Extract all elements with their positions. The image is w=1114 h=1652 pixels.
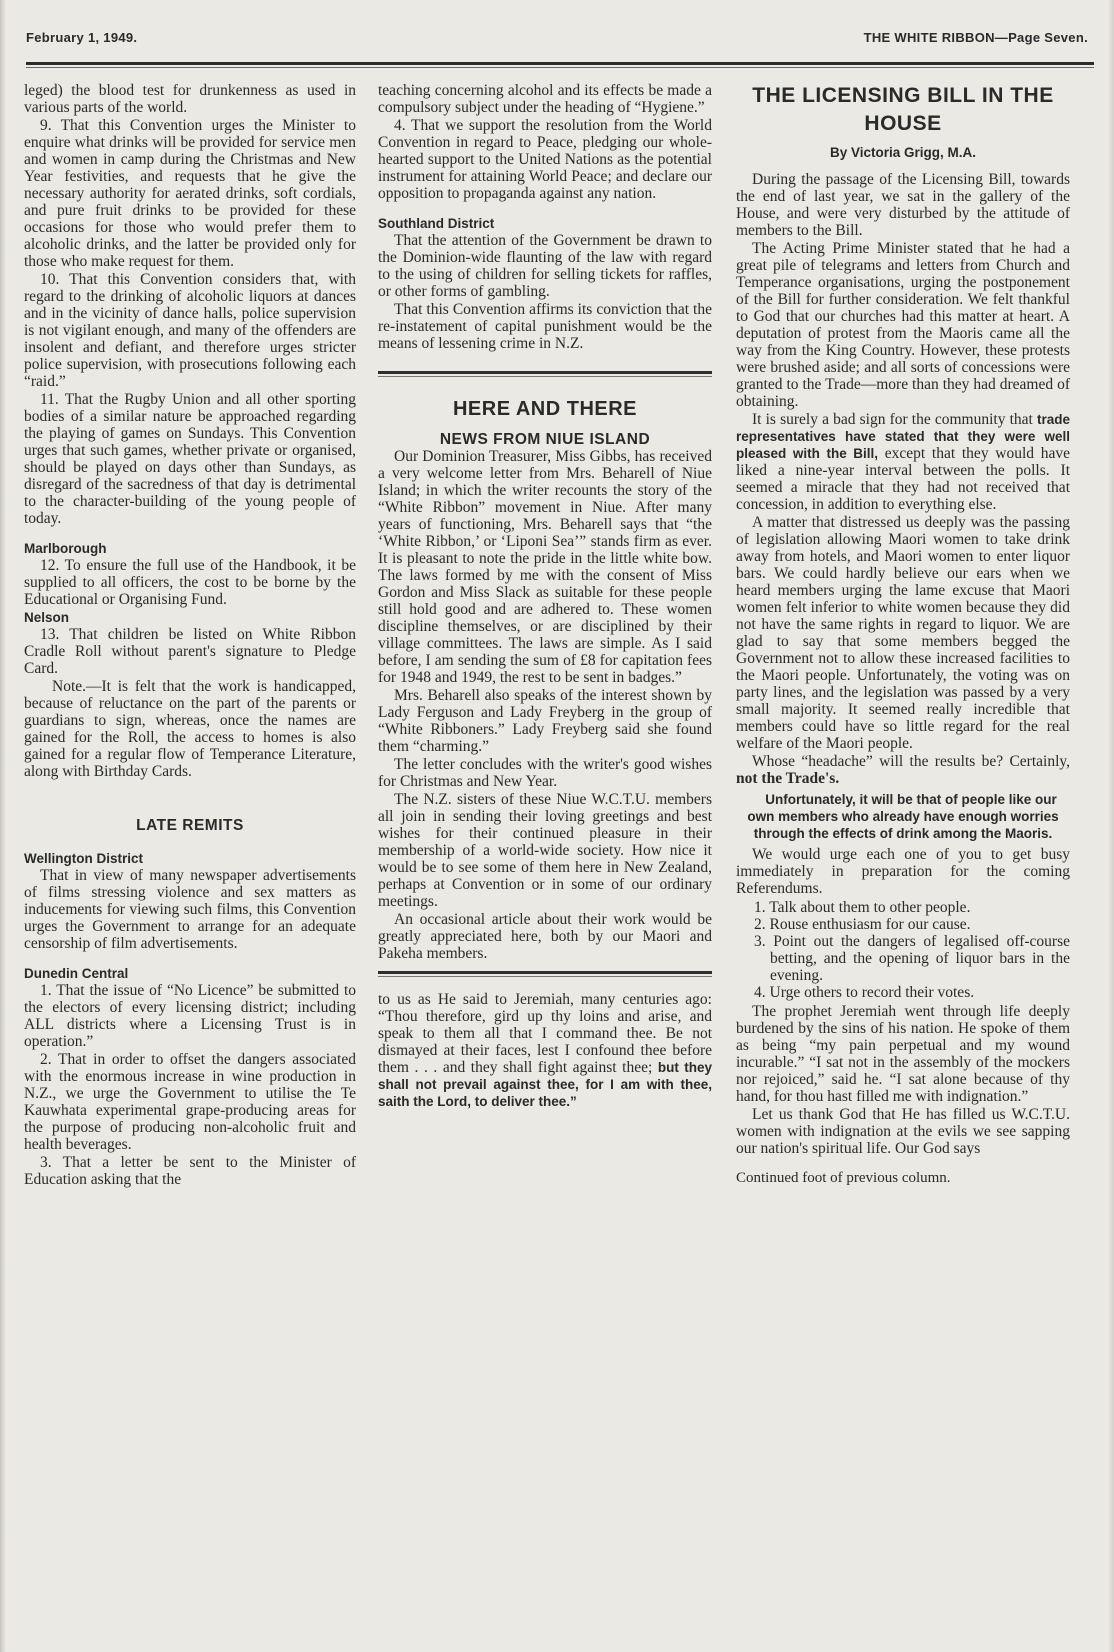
niue-paragraph: Our Dominion Treasurer, Miss Gibbs, has received a very welcome letter from Mrs. Beharell of Niue Island; in which the writer recounts the story of the “White Ribbon” movement in Niue. After many years of functioning, Mrs. Beharell says that “the ‘White Ribbon,’ or ‘Liponi Sea’” stands firm as ever. It is pleasant to note the pride in the little white bow. The laws formed by me with the consent of Miss Gordon and Miss Slack as suitable for these people still hold good and are adhered to. These women discipline themselves, or are disciplined by their village committees. The laws are simple. As I said before, I am sending the sum of £8 for capitation fees for 1948 and 1949, the rest to be sent in badges.”: [378, 448, 712, 686]
district-heading-wellington: Wellington District: [24, 851, 144, 866]
district-heading-dunedin: Dunedin Central: [24, 966, 129, 981]
page-header: [26, 26, 1088, 50]
article-paragraph: [736, 753, 1070, 787]
late-remits-heading: LATE REMITS: [136, 817, 244, 834]
remit-10: 10. That this Convention considers that, with regard to the drinking of alcoholic liquors at dances and in the vicinity of dance halls, police supervision is not vigilant enough, and many of the offenders are insolent and defiant, and therefore urges stricter police supervision, with prosecutions following each “raid.”: [24, 271, 356, 390]
district-heading-southland: Southland District: [378, 216, 495, 231]
remit-12: 12. To ensure the full use of the Handbook, it be supplied to all officers, the cost to be borne by the Educational or Organising Fund.: [24, 557, 356, 608]
article-paragraph: The prophet Jeremiah went through life deeply burdened by the sins of his nation. He spoke of them as being “my pain perpetual and my wound incurable.” “I sat not in the assembly of the mockers nor rejoiced,” said he. “I sat alone because of thy hand, for thou hast filled me with indignation.”: [736, 1003, 1070, 1105]
list-item: 2. Rouse enthusiasm for our cause.: [754, 916, 971, 933]
issue-date: February 1, 1949.: [26, 30, 138, 45]
article-paragraph: Let us thank God that He has filled us W.C.T.U. women with indignation at the evils we see sapping our nation's spiritual life. Our God says: [736, 1106, 1070, 1157]
section-divider: [378, 971, 712, 974]
page-edge-left: [0, 0, 6, 1652]
article-paragraph: [736, 411, 1070, 513]
district-heading-nelson: Nelson: [24, 610, 70, 625]
action-list: [736, 899, 1070, 1001]
continuation-note: Continued foot of previous column.: [736, 1170, 951, 1186]
district-heading-marlborough: Marlborough: [24, 541, 107, 556]
text-run: It is surely a bad sign for the community that: [752, 411, 1033, 428]
list-item: 1. Talk about them to other people.: [754, 899, 971, 916]
niue-news-heading: NEWS FROM NIUE ISLAND: [439, 431, 651, 448]
header-rule-thin: [26, 67, 1094, 68]
dunedin-remit-1: 1. That the issue of “No Licence” be submitted to the electors of every licensing district; including ALL districts where a Licensing Trust is in operation.”: [24, 982, 356, 1050]
text-run: Whose “headache” will the results be? Certainly,: [752, 753, 1070, 770]
remit-13-note: Note.—It is felt that the work is handicapped, because of reluctance on the part of the parents or guardians to sign, whereas, once the names are gained for the Roll, the access to homes is also gained for a regular flow of Temperance Literature, along with Birthday Cards.: [24, 678, 356, 780]
article-paragraph: A matter that distressed us deeply was the passing of legislation allowing Maori women to take drink away from hotels, and Maori women to enter liquor bars. We could hardly believe our ears when we heard members urging the lame excuse that Maori women felt inferior to white women because they did not have the same rights in regard to liquor. We are glad to say that some members begged the Government not to allow these increased facilities to the Maori people. Unfortunately, the voting was on party lines, and the legislation was passed by a very small majority. It seemed really incredible that members could have so little regard for the real welfare of the Maori people.: [736, 514, 1070, 752]
article-paragraph: During the passage of the Licensing Bill, towards the end of last year, we sat in the gallery of the House, and were very disturbed by the attitude of members to the Bill.: [736, 171, 1070, 239]
bold-text-run: trade representatives have stated that they were well pleased with the Bill,: [736, 412, 1071, 461]
remit-13: 13. That children be listed on White Ribbon Cradle Roll without parent's signature to Pledge Card.: [24, 626, 356, 677]
niue-paragraph: An occasional article about their work would be greatly appreciated here, both by our Maori and Pakeha members.: [378, 911, 712, 962]
remit-4: 4. That we support the resolution from the World Convention in regard to Peace, pledging our whole-hearted support to the United Nations as the potential instrument for attaining World Peace; and declare our opposition to propaganda against any nation.: [378, 117, 712, 202]
list-item: 3. Point out the dangers of legalised off-course betting, and the opening of liquor bars in the evening.: [754, 933, 1070, 984]
continued-text-plain: to us as He said to Jeremiah, many centuries ago: “Thou therefore, gird up thy loins and arise, and speak to them all that I command thee. Be not dismayed at their faces, lest I confound thee before them . . . and they shall fight against thee;: [378, 991, 712, 1076]
column-2: [378, 82, 712, 1111]
column-1: [24, 82, 356, 1189]
article-paragraph: We would urge each one of you to get busy immediately in preparation for the coming Referendums.: [736, 846, 1070, 897]
niue-paragraph: Mrs. Beharell also speaks of the interest shown by Lady Ferguson and Lady Freyberg in the group of “White Ribboners.” Lady Freyberg said she found them “charming.”: [378, 687, 712, 755]
remit-11: 11. That the Rugby Union and all other sporting bodies of a similar nature be approached regarding the playing of games on Sundays. This Convention urges that such games, whether private or organised, should be played on days other than Sundays, as disregard of the sacredness of that day is detrimental to the character-building of the young people of today.: [24, 391, 356, 527]
article-emphasis: Unfortunately, it will be that of people like our own members who already have enough worries through the effects of drink among the Maoris.: [747, 792, 1059, 841]
niue-paragraph: The N.Z. sisters of these Niue W.C.T.U. members all join in sending their loving greetings and best wishes for their continued pleasure in their membership of a world-wide society. How nice it would be to see some of them here in New Zealand, perhaps at Convention or in some of our ordinary meetings.: [378, 791, 712, 910]
section-divider: [378, 371, 712, 374]
continued-text: [378, 991, 712, 1110]
paragraph: leged) the blood test for drunkenness as used in various parts of the world.: [24, 82, 356, 116]
column-3: [736, 82, 1070, 1188]
dunedin-remit-3: 3. That a letter be sent to the Minister of Education asking that the: [24, 1154, 356, 1188]
paragraph: teaching concerning alcohol and its effects be made a compulsory subject under the heading of “Hygiene.”: [378, 82, 712, 116]
list-item: 4. Urge others to record their votes.: [754, 984, 975, 1001]
page-edge-right: [1108, 0, 1114, 1652]
text-run: except that they would have liked a nine-year interval between the polls. It seemed a miracle that they had not received that concession, in addition to everything else.: [736, 445, 1071, 513]
niue-paragraph: The letter concludes with the writer's good wishes for Christmas and New Year.: [378, 756, 712, 790]
remit-wellington: That in view of many newspaper advertisements of films stressing violence and sex matters as inducements for viewing such films, this Convention urges the Government to arrange for an adequate censorship of film advertisements.: [24, 867, 356, 952]
dunedin-remit-2: 2. That in order to offset the dangers associated with the enormous increase in wine production in N.Z., we urge the Government to utilise the Te Kauwhata experimental grape-producing areas for the purpose of producing non-alcoholic fruit and health beverages.: [24, 1051, 356, 1153]
southland-remit-2: That this Convention affirms its conviction that the re-instatement of capital punishment would be the means of lessening crime in N.Z.: [378, 301, 712, 352]
article-title: THE LICENSING BILL IN THE HOUSE: [752, 84, 1054, 135]
header-rule: [26, 62, 1094, 65]
remit-9: 9. That this Convention urges the Minister to enquire what drinks will be provided for service men and women in camp during the Christmas and New Year festivities, and requests that he give the necessary authority for aerated drinks, soft cordials, and pure fruit drinks to be provided for these occasions for those who would prefer them to alcoholic drinks, and the latter be provided only for those who make request for them.: [24, 117, 356, 270]
continued-text-bold: but they shall not prevail against thee, for I am with thee, saith the Lord, to deliver thee.”: [378, 1060, 713, 1109]
here-and-there-heading: HERE AND THERE: [452, 398, 638, 420]
article-paragraph: The Acting Prime Minister stated that he had a great pile of telegrams and letters from Church and Temperance organisations, urging the postponement of the Bill for further consideration. We felt thankful to God that our churches had this matter at heart. A deputation of protest from the Maoris came all the way from the King Country. However, these protests were brushed aside; and all sorts of concessions were granted to the Trade—more than they had dreamed of obtaining.: [736, 240, 1070, 410]
bold-text-run: not the Trade's.: [736, 770, 840, 787]
article-byline: By Victoria Grigg, M.A.: [829, 145, 977, 160]
southland-remit-1: That the attention of the Government be drawn to the Dominion-wide flaunting of the law with regard to the using of children for selling tickets for raffles, or other forms of gambling.: [378, 232, 712, 300]
publication-page-label: THE WHITE RIBBON—Page Seven.: [863, 30, 1088, 45]
